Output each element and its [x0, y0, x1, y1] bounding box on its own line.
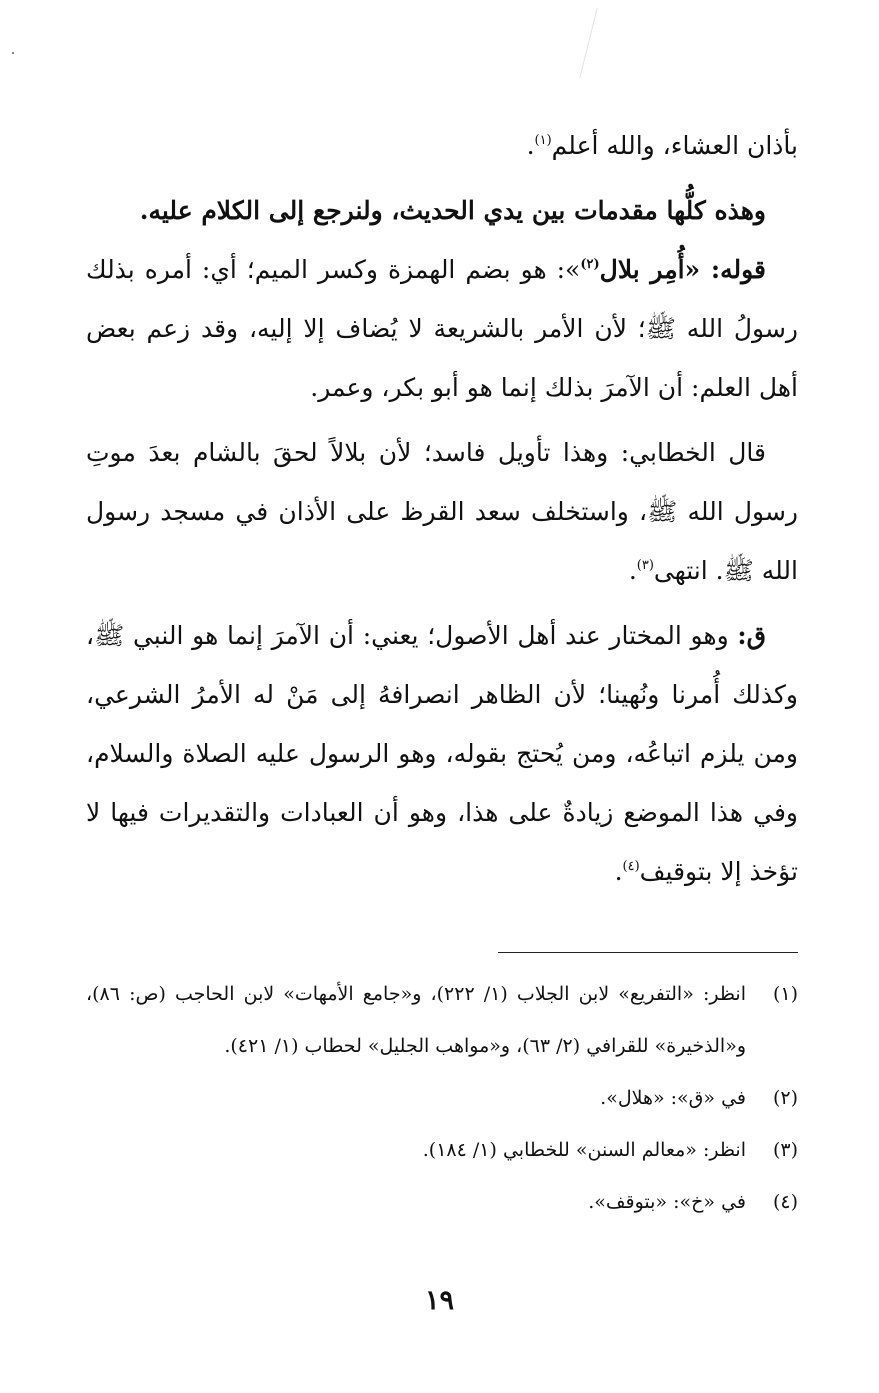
footnote-number: (٤) — [772, 1191, 798, 1213]
footnote-text: انظر: «التفريع» لابن الجلاب (١/ ٢٢٢)، و«جامع الأمهات» لابن الحاجب (ص: ٨٦)، و«الذخيرة» للقرافي (٢/ ٦٣)، و«مواهب الجليل» لحطاب (١/ ٤٢١). — [86, 983, 746, 1057]
footnote-ref-2[interactable]: (٢) — [580, 257, 600, 272]
paragraph-4 — [86, 423, 798, 600]
footnote-ref-4[interactable]: (٤) — [622, 859, 640, 874]
paragraph-1-text: بأذان العشاء، والله أعلم — [551, 131, 798, 160]
paragraph-4-tail: . — [628, 556, 637, 585]
paragraph-3 — [86, 240, 798, 417]
paragraph-5-tail: . — [614, 857, 623, 886]
paragraph-5-text: وهو المختار عند أهل الأصول؛ يعني: أن الآمرَ إنما هو النبي ﷺ، وكذلك أُمرنا ونُهينا؛ لأن الظاهر انصرافهُ إلى مَنْ له الأمرُ الشرعي، ومن يلزم اتباعُه، ومن يُحتج بقوله، وهو الرسول عليه الصلاة والسلام، وفي هذا الموضع زيادةٌ على هذا، وهو أن العبادات والتقديرات فيها لا تؤخذ إلا بتوقيف — [86, 621, 798, 886]
page-crease — [579, 8, 617, 78]
footnote-3 — [86, 1124, 798, 1176]
paragraph-1 — [86, 116, 798, 175]
footnote-ref-3[interactable]: (٣) — [636, 558, 654, 573]
paragraph-5-lead: ق: — [737, 621, 766, 650]
paragraph-2-text: وهذه كلُّها مقدمات بين يدي الحديث، ولنرجع إلى الكلام عليه. — [139, 196, 766, 225]
paragraph-4-text: قال الخطابي: وهذا تأويل فاسد؛ لأن بلالاً لحقَ بالشام بعدَ موتِ رسول الله ﷺ، واستخلف سعد القرظ على الأذان في مسجد رسول الله ﷺ. انتهى — [86, 438, 798, 585]
scan-speck — [12, 52, 14, 54]
footnote-number: (١) — [772, 983, 798, 1005]
footnote-1 — [86, 968, 798, 1072]
footnote-4 — [86, 1176, 798, 1228]
footnote-2 — [86, 1072, 798, 1124]
footnotes — [86, 968, 798, 1228]
page-number: ١٩ — [424, 1285, 454, 1316]
footnote-ref-1[interactable]: (١) — [534, 133, 552, 148]
footnote-text: في «خ»: «بتوقف». — [588, 1191, 746, 1213]
paragraph-3-text: »: هو بضم الهمزة وكسر الميم؛ أي: أمره بذلك رسولُ الله ﷺ؛ لأن الأمر بالشريعة لا يُضاف إلا إليه، وقد زعم بعض أهل العلم: أن الآمرَ بذلك إنما هو أبو بكر، وعمر. — [86, 255, 798, 402]
main-text — [86, 116, 798, 901]
footnote-number: (٣) — [772, 1139, 798, 1161]
paragraph-3-lead: قوله: «أُمِر بلال — [599, 255, 766, 284]
footnote-number: (٢) — [772, 1087, 798, 1109]
footnote-text: في «ق»: «هلال». — [600, 1087, 746, 1109]
paragraph-2 — [86, 181, 798, 240]
paragraph-5 — [86, 606, 798, 901]
paragraph-1-tail: . — [526, 131, 535, 160]
footnote-text: انظر: «معالم السنن» للخطابي (١/ ١٨٤). — [422, 1139, 746, 1161]
footnote-divider — [498, 952, 798, 953]
